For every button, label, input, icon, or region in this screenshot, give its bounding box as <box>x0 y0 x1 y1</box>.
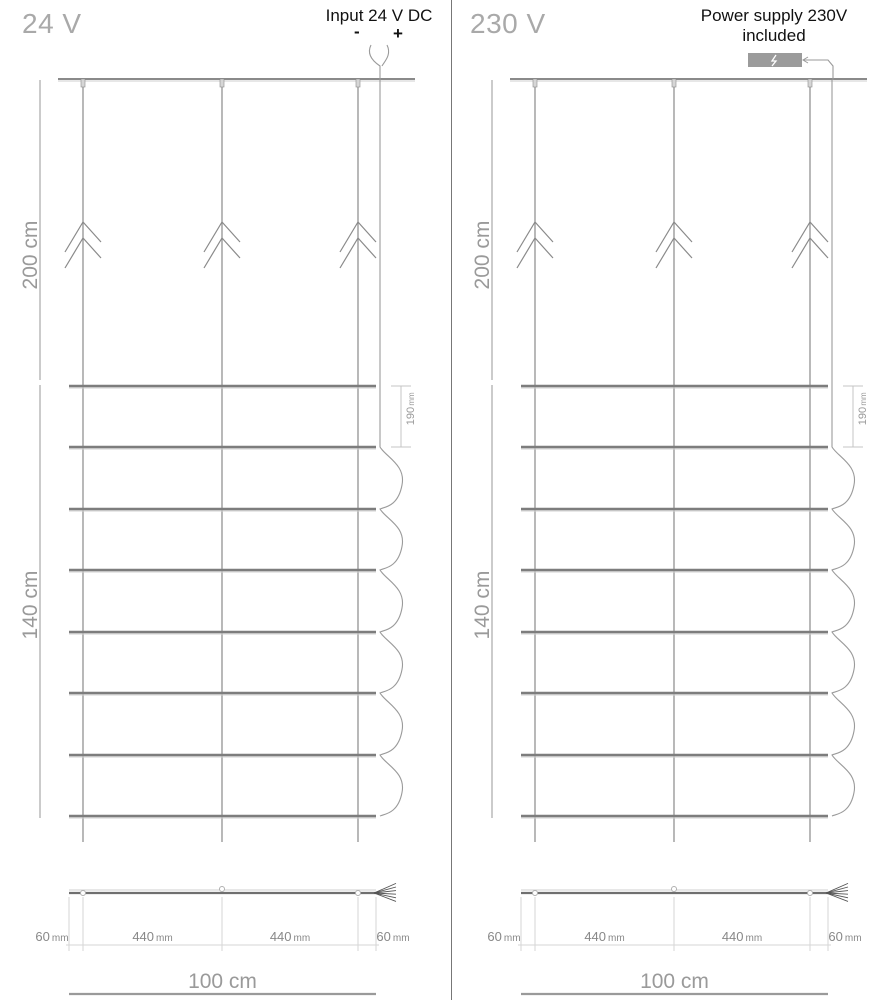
plan-cable-point <box>356 891 361 896</box>
input-wire-plus <box>382 45 389 66</box>
plan-dimension-label: 60 mm <box>828 929 862 944</box>
polarity-plus-label: + <box>393 24 403 43</box>
plan-dimension-label: 440 mm <box>132 929 173 944</box>
plan-cable-point <box>808 891 813 896</box>
height-label-140cm: 140 cm <box>471 570 494 640</box>
input-wire-minus <box>369 45 380 80</box>
total-width-label: 100 cm <box>640 970 709 993</box>
power-cable <box>380 80 403 816</box>
plan-dimension-label: 440 mm <box>269 929 311 944</box>
power-supply-box <box>748 53 802 67</box>
plan-cable-point <box>81 891 86 896</box>
height-label-200cm: 200 cm <box>19 220 42 290</box>
plan-dimension-label: 440 mm <box>721 929 763 944</box>
power-supply-note-line-2: included <box>742 26 806 45</box>
power-supply-note-line-1: Power supply 230V <box>700 6 848 25</box>
plan-dimension-label: 440 mm <box>584 929 625 944</box>
plan-cable-point <box>533 891 538 896</box>
cable-mount <box>533 79 537 87</box>
plan-dimension-label: 60 mm <box>35 929 69 944</box>
spacing-unit-mm: mm <box>407 392 416 406</box>
height-label-200cm: 200 cm <box>471 220 494 290</box>
plan-cable-point <box>672 887 677 892</box>
panel-title-230v: 230 V <box>470 8 546 39</box>
polarity-minus-label: - <box>354 22 360 41</box>
plan-dimension-label: 60 mm <box>487 929 521 944</box>
cable-mount <box>356 79 360 87</box>
total-width-label: 100 cm <box>188 970 257 993</box>
spacing-label-190: 190 <box>405 406 417 426</box>
cable-mount <box>672 79 676 87</box>
input-note-24v: Input 24 V DC <box>325 6 433 25</box>
cable-mount <box>808 79 812 87</box>
spacing-unit-mm: mm <box>859 392 868 406</box>
height-label-140cm: 140 cm <box>19 570 42 640</box>
panel-title-24v: 24 V <box>22 8 82 39</box>
power-cable <box>832 80 855 816</box>
plan-cable-point <box>220 887 225 892</box>
plan-dimension-label: 60 mm <box>376 929 410 944</box>
spacing-label-190: 190 <box>857 406 869 426</box>
cable-mount <box>81 79 85 87</box>
cable-mount <box>220 79 224 87</box>
